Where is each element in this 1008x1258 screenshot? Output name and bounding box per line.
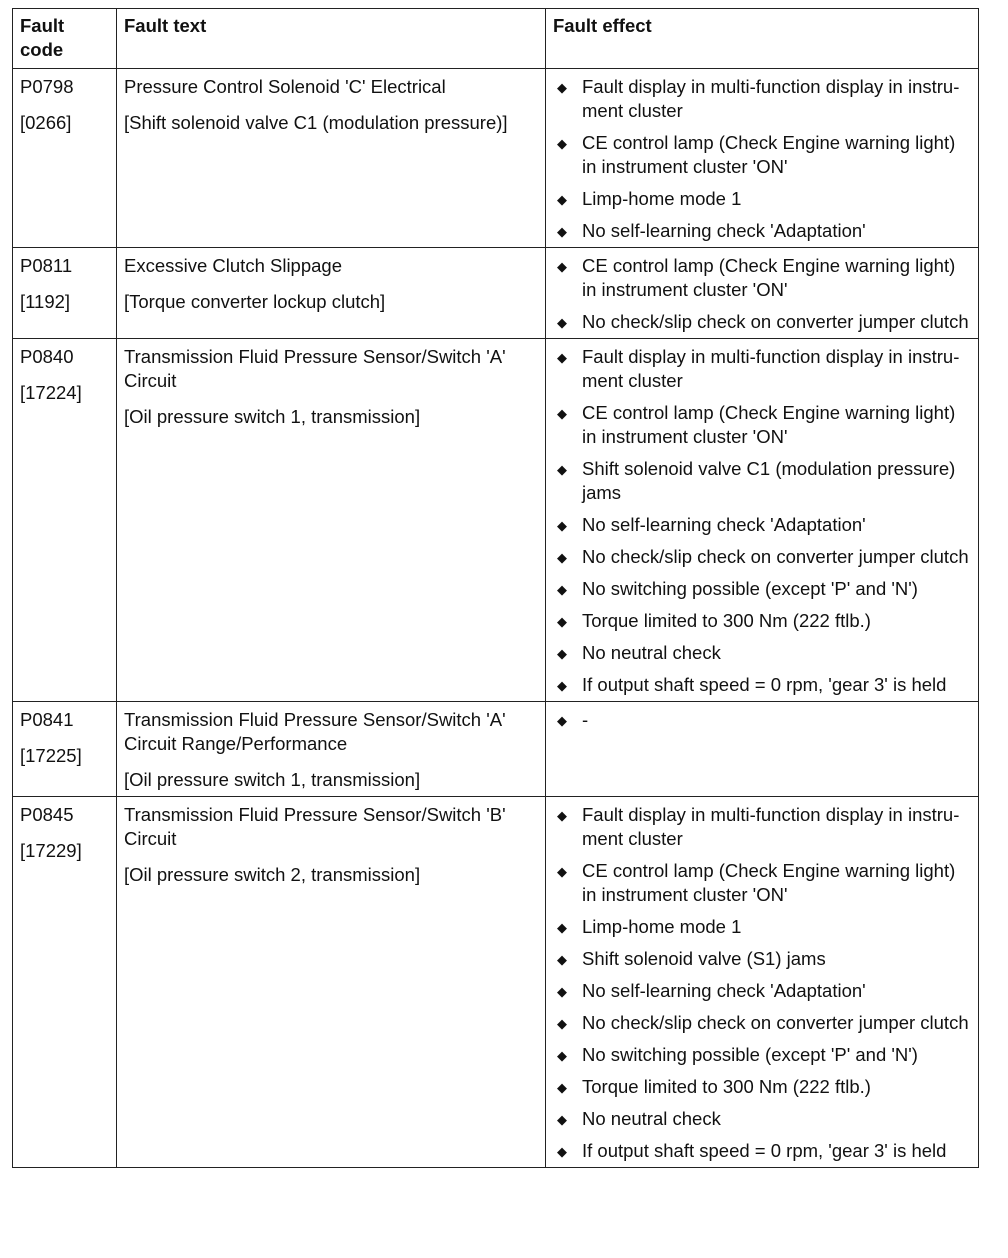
- fault-text: Pressure Control Solenoid 'C' Electrical: [124, 76, 446, 97]
- effect-list: [553, 708, 972, 732]
- effect-item: [553, 75, 972, 123]
- effect-item: [553, 1075, 972, 1099]
- diamond-bullet-icon: ◆: [557, 920, 567, 935]
- effect-text: CE control lamp (Check Engine warning light) in instrument cluster 'ON': [582, 255, 956, 300]
- fault-effect-cell: [546, 69, 979, 248]
- fault-description: [Oil pressure switch 1, transmission]: [124, 769, 421, 790]
- fault-text-cell: [117, 702, 546, 797]
- diamond-bullet-icon: ◆: [557, 259, 567, 274]
- effect-text: No switching possible (except 'P' and 'N'): [582, 1044, 918, 1065]
- fault-code: P0845: [20, 804, 74, 825]
- fault-alt-code: [17225]: [20, 745, 82, 766]
- diamond-bullet-icon: ◆: [557, 1144, 567, 1159]
- effect-text: No self-learning check 'Adaptation': [582, 514, 866, 535]
- effect-item: [553, 859, 972, 907]
- effect-item: [553, 1043, 972, 1067]
- diamond-bullet-icon: ◆: [557, 550, 567, 565]
- diamond-bullet-icon: ◆: [557, 315, 567, 330]
- table-row: [13, 702, 979, 797]
- effect-text: CE control lamp (Check Engine warning light) in instrument cluster 'ON': [582, 132, 956, 177]
- fault-text-cell: [117, 69, 546, 248]
- fault-code-cell: [13, 702, 117, 797]
- effect-text: No switching possible (except 'P' and 'N'): [582, 578, 918, 599]
- fault-text: Transmission Fluid Pressure Sensor/Switch 'B' Circuit: [124, 804, 506, 849]
- effect-text: Limp-home mode 1: [582, 188, 742, 209]
- effect-text: No neutral check: [582, 1108, 721, 1129]
- diamond-bullet-icon: ◆: [557, 518, 567, 533]
- diamond-bullet-icon: ◆: [557, 646, 567, 661]
- code-spacer: [20, 278, 110, 290]
- effect-text: Torque limited to 300 Nm (222 ftlb.): [582, 610, 871, 631]
- effect-text: Torque limited to 300 Nm (222 ftlb.): [582, 1076, 871, 1097]
- fault-effect-cell: [546, 248, 979, 339]
- fault-alt-code: [1192]: [20, 291, 71, 312]
- effect-item: [553, 187, 972, 211]
- code-spacer: [20, 99, 110, 111]
- effect-item: [553, 803, 972, 851]
- diamond-bullet-icon: ◆: [557, 1016, 567, 1031]
- fault-code: P0841: [20, 709, 74, 730]
- effect-item: [553, 254, 972, 302]
- effect-item: [553, 401, 972, 449]
- effect-text: No check/slip check on converter jumper clutch: [582, 311, 969, 332]
- fault-alt-code: [0266]: [20, 112, 72, 133]
- effect-item: [553, 513, 972, 537]
- effect-item: [553, 1107, 972, 1131]
- effect-text: Limp-home mode 1: [582, 916, 742, 937]
- effect-text: Fault display in multi-function display in instru-ment cluster: [582, 804, 960, 849]
- diamond-bullet-icon: ◆: [557, 864, 567, 879]
- diamond-bullet-icon: ◆: [557, 713, 567, 728]
- header-fault-effect: Fault effect: [546, 9, 979, 69]
- fault-text: Transmission Fluid Pressure Sensor/Switch 'A' Circuit Range/Performance: [124, 709, 506, 754]
- text-spacer: [124, 393, 539, 405]
- effect-text: Fault display in multi-function display in instru-ment cluster: [582, 76, 960, 121]
- table-row: [13, 797, 979, 1168]
- diamond-bullet-icon: ◆: [557, 808, 567, 823]
- effect-text: No check/slip check on converter jumper clutch: [582, 1012, 969, 1033]
- diamond-bullet-icon: ◆: [557, 1112, 567, 1127]
- effect-text: Shift solenoid valve C1 (modulation pressure) jams: [582, 458, 956, 503]
- diamond-bullet-icon: ◆: [557, 462, 567, 477]
- fault-code-cell: [13, 339, 117, 702]
- table-header: [13, 9, 979, 69]
- effect-item: [553, 1139, 972, 1163]
- effect-list: [553, 803, 972, 1163]
- effect-item: [553, 219, 972, 243]
- text-spacer: [124, 851, 539, 863]
- code-spacer: [20, 732, 110, 744]
- effect-item: [553, 131, 972, 179]
- fault-description: [Oil pressure switch 1, transmission]: [124, 406, 421, 427]
- fault-alt-code: [17229]: [20, 840, 82, 861]
- effect-text: If output shaft speed = 0 rpm, 'gear 3' is held: [582, 1140, 947, 1161]
- header-row: [13, 9, 979, 69]
- fault-text-cell: [117, 797, 546, 1168]
- fault-text-cell: [117, 339, 546, 702]
- diamond-bullet-icon: ◆: [557, 984, 567, 999]
- effect-list: [553, 75, 972, 243]
- fault-text-cell: [117, 248, 546, 339]
- effect-item: [553, 641, 972, 665]
- diamond-bullet-icon: ◆: [557, 614, 567, 629]
- diamond-bullet-icon: ◆: [557, 350, 567, 365]
- table-body: [13, 69, 979, 1168]
- diamond-bullet-icon: ◆: [557, 1048, 567, 1063]
- fault-description: [Torque converter lockup clutch]: [124, 291, 386, 312]
- effect-list: [553, 345, 972, 697]
- fault-description: [Oil pressure switch 2, transmission]: [124, 864, 421, 885]
- effect-text: No self-learning check 'Adaptation': [582, 980, 866, 1001]
- effect-text: Fault display in multi-function display in instru-ment cluster: [582, 346, 960, 391]
- fault-effect-cell: [546, 339, 979, 702]
- table-row: [13, 69, 979, 248]
- diamond-bullet-icon: ◆: [557, 678, 567, 693]
- text-spacer: [124, 99, 539, 111]
- table-row: [13, 339, 979, 702]
- header-fault-code: Fault code: [13, 9, 117, 69]
- effect-text: No check/slip check on converter jumper clutch: [582, 546, 969, 567]
- fault-text: Excessive Clutch Slippage: [124, 255, 342, 276]
- diamond-bullet-icon: ◆: [557, 952, 567, 967]
- effect-item: [553, 457, 972, 505]
- header-fault-text: Fault text: [117, 9, 546, 69]
- fault-code-cell: [13, 248, 117, 339]
- effect-item: [553, 310, 972, 334]
- code-spacer: [20, 827, 110, 839]
- diamond-bullet-icon: ◆: [557, 224, 567, 239]
- effect-item: [553, 979, 972, 1003]
- fault-code: P0840: [20, 346, 74, 367]
- effect-item: [553, 673, 972, 697]
- text-spacer: [124, 278, 539, 290]
- fault-code: P0811: [20, 255, 73, 276]
- effect-text: CE control lamp (Check Engine warning light) in instrument cluster 'ON': [582, 402, 956, 447]
- diamond-bullet-icon: ◆: [557, 192, 567, 207]
- effect-text: If output shaft speed = 0 rpm, 'gear 3' is held: [582, 674, 947, 695]
- fault-alt-code: [17224]: [20, 382, 82, 403]
- fault-code-cell: [13, 797, 117, 1168]
- diamond-bullet-icon: ◆: [557, 136, 567, 151]
- fault-table: [12, 8, 979, 1168]
- diamond-bullet-icon: ◆: [557, 1080, 567, 1095]
- fault-code: P0798: [20, 76, 74, 97]
- effect-item: [553, 947, 972, 971]
- code-spacer: [20, 369, 110, 381]
- effect-list: [553, 254, 972, 334]
- fault-code-cell: [13, 69, 117, 248]
- diamond-bullet-icon: ◆: [557, 80, 567, 95]
- fault-text: Transmission Fluid Pressure Sensor/Switch 'A' Circuit: [124, 346, 506, 391]
- effect-item: [553, 708, 972, 732]
- effect-item: [553, 345, 972, 393]
- fault-description: [Shift solenoid valve C1 (modulation pressure)]: [124, 112, 508, 133]
- effect-item: [553, 577, 972, 601]
- diamond-bullet-icon: ◆: [557, 406, 567, 421]
- effect-text: Shift solenoid valve (S1) jams: [582, 948, 826, 969]
- effect-item: [553, 609, 972, 633]
- effect-text: No neutral check: [582, 642, 721, 663]
- effect-text: No self-learning check 'Adaptation': [582, 220, 866, 241]
- effect-item: [553, 1011, 972, 1035]
- diamond-bullet-icon: ◆: [557, 582, 567, 597]
- effect-item: [553, 545, 972, 569]
- fault-effect-cell: [546, 797, 979, 1168]
- effect-item: [553, 915, 972, 939]
- fault-effect-cell: [546, 702, 979, 797]
- table-row: [13, 248, 979, 339]
- effect-text: -: [582, 709, 589, 730]
- text-spacer: [124, 756, 539, 768]
- effect-text: CE control lamp (Check Engine warning light) in instrument cluster 'ON': [582, 860, 956, 905]
